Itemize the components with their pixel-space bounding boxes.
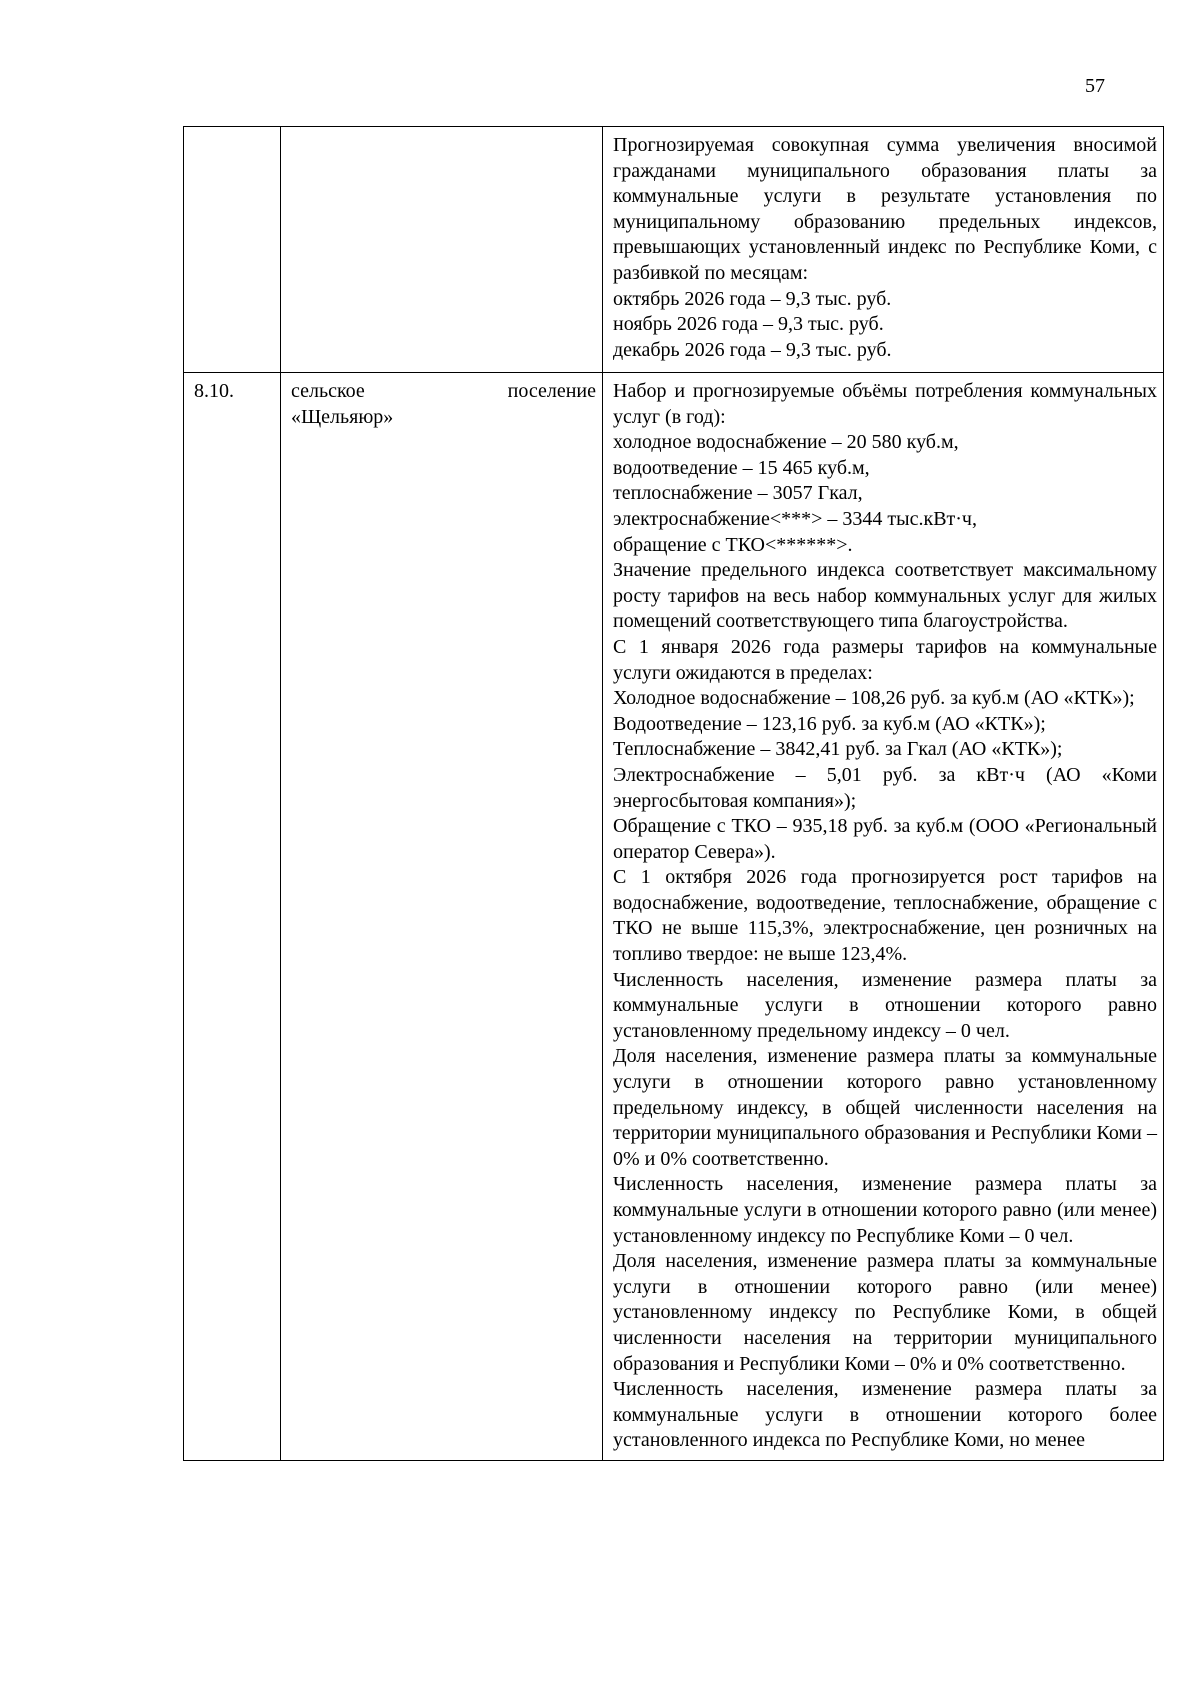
month-line: октябрь 2026 года – 9,3 тыс. руб. [613, 287, 892, 310]
share-le-rk-index: Доля населения, изменение размера платы за коммунальные услуги в отношении которого равно (или менее) установленному индексу по Республике Коми, в общей численности населения на территории муниципального образования и Республики Коми – 0% и 0% соответственно. [613, 1250, 1157, 1375]
tariff-item: Теплоснабжение – 3842,41 руб. за Гкал (АО «КТК»); [613, 738, 1063, 761]
population-le-rk-index: Численность населения, изменение размера платы за коммунальные услуги в отношении которого равно (или менее) установленному индексу по Республике Коми – 0 чел. [613, 1173, 1157, 1247]
tariff-item: Обращение с ТКО – 935,18 руб. за куб.м (ООО «Региональный оператор Севера»). [613, 815, 1157, 863]
municipality-type [291, 379, 596, 405]
consumption-item: холодное водоснабжение – 20 580 куб.м, [613, 431, 959, 454]
tariff-item: Холодное водоснабжение – 108,26 руб. за куб.м (АО «КТК»); [613, 687, 1135, 710]
consumption-item: водоотведение – 15 465 куб.м, [613, 456, 870, 479]
page-number: 57 [1085, 75, 1105, 97]
october-growth-paragraph: С 1 октября 2026 года прогнозируется рост тарифов на водоснабжение, водоотведение, теплоснабжение, обращение с ТКО не выше 115,3%, электроснабжение, цен розничных на топливо твердое: не выше 123,4%. [613, 866, 1157, 966]
municipality-type-word: поселение [507, 380, 596, 402]
consumption-item: обращение с ТКО<******>. [613, 533, 853, 556]
cell-municipality [281, 373, 603, 1461]
tariff-item: Электроснабжение – 5,01 руб. за кВт·ч (АО «Коми энергосбытовая компания»); [613, 763, 1157, 812]
cell-number-empty [184, 127, 281, 373]
consumption-item: электроснабжение<***> – 3344 тыс.кВт·ч, [613, 507, 977, 530]
cell-row-number [184, 373, 281, 1461]
total-increase-paragraph: Прогнозируемая совокупная сумма увеличения вносимой гражданами муниципального образования платы за коммунальные услуги в результате установления по муниципальному образованию предельных индексов, превышающих установленный индекс по Республике Коми, с разбивкой по месяцам: [613, 134, 1157, 284]
cell-description [603, 127, 1164, 373]
tariff-item: Водоотведение – 123,16 руб. за куб.м (АО «КТК»); [613, 712, 1046, 735]
month-line: декабрь 2026 года – 9,3 тыс. руб. [613, 338, 892, 361]
month-line: ноябрь 2026 года – 9,3 тыс. руб. [613, 313, 884, 336]
index-paragraph: Значение предельного индекса соответствует максимальному росту тарифов на весь набор коммунальных услуг для жилых помещений соответствующего типа благоустройства. [613, 559, 1157, 633]
cell-description [603, 373, 1164, 1461]
consumption-intro: Набор и прогнозируемые объёмы потребления коммунальных услуг (в год): [613, 380, 1157, 428]
row-number: 8.10. [194, 380, 234, 402]
table-row-continuation [184, 127, 1164, 373]
consumption-item: теплоснабжение – 3057 Гкал, [613, 482, 863, 505]
population-equal-limit: Численность населения, изменение размера платы за коммунальные услуги в отношении которого равно установленному предельному индексу – 0 чел. [613, 968, 1157, 1042]
tariffs-intro: С 1 января 2026 года размеры тарифов на коммунальные услуги ожидаются в пределах: [613, 635, 1157, 684]
cell-municipality-empty [281, 127, 603, 373]
municipal-index-table [183, 126, 1164, 1461]
municipality-name: «Щельяюр» [291, 405, 394, 428]
population-gt-rk-index: Численность населения, изменение размера платы за коммунальные услуги в отношении которого более установленного индекса по Республике Коми, но менее [613, 1378, 1157, 1452]
table-row-8-10 [184, 373, 1164, 1461]
municipality-type-word: сельское [291, 380, 365, 402]
share-equal-limit: Доля населения, изменение размера платы за коммунальные услуги в отношении которого равно установленному предельному индексу, в общей численности населения на территории муниципального образования и Республики Коми – 0% и 0% соответственно. [613, 1045, 1157, 1170]
